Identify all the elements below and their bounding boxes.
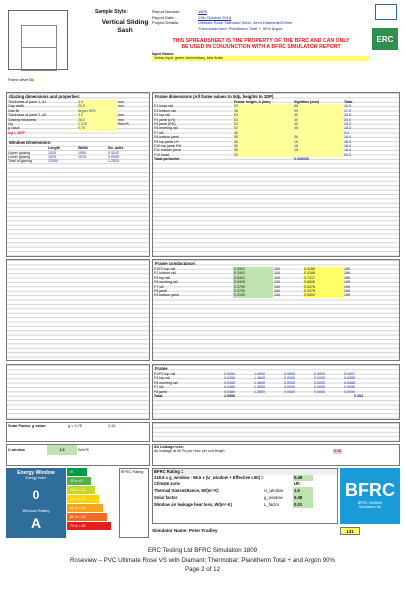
table-cell: 18.0: [344, 135, 351, 140]
table-cell: 52.0: [344, 152, 351, 157]
table-cell: 0.0000: [284, 376, 295, 381]
table-cell: 23.0: [344, 121, 351, 126]
sf-label: Solar factor: [154, 495, 178, 500]
bfrc-sim-no: Simulation No: [358, 505, 382, 509]
table-cell: F10 top jamb RH: [154, 143, 182, 148]
table-cell: 0.0085: [344, 380, 355, 385]
table-cell: F8 jamb: [154, 288, 167, 293]
table-cell: F6 meeting rail: [154, 126, 178, 131]
eu-flag-icon: [375, 4, 397, 20]
table-cell: 1010: [78, 154, 86, 159]
table-cell: Thickness of pane 2, d2: [8, 113, 47, 118]
table-cell: F1 head rail: [154, 104, 173, 109]
footer-line1: ERC Testing Ltd BFRC Simulation 1809: [147, 547, 258, 554]
erc-logo: ERC: [372, 28, 398, 50]
table-cell: 0.0097: [344, 372, 355, 376]
table-cell: 0.4378: [303, 285, 343, 289]
al-sym: L_factor: [264, 502, 280, 507]
fd-col-total: Total: [344, 100, 353, 104]
report-header: [152, 9, 370, 31]
table-cell: 1.4600: [254, 376, 265, 381]
table-cell: g value: [8, 126, 20, 131]
table-cell: 0.75: [77, 126, 117, 130]
table-cell: F7 sill: [154, 130, 164, 135]
table-cell: 63: [233, 122, 293, 126]
table-cell: Upper glazing: [8, 150, 31, 155]
simulator-label: Simulator Name:: [152, 528, 188, 533]
table-cell: Thickness of pane 1, d1: [8, 100, 47, 104]
table-cell: F9 bottom jamb: [154, 293, 179, 298]
table-cell: 68: [293, 104, 343, 108]
bfrc-calc-line1: 218.6 x g_window - 68.5 x (U_window + Effective L50) =: [154, 475, 264, 480]
table-cell: 56: [233, 140, 293, 144]
table-cell: Argon 90%: [77, 109, 117, 113]
table-cell: 0.0000: [284, 380, 295, 385]
table-cell: 0.0000: [314, 385, 325, 390]
table-cell: mm: [118, 113, 124, 118]
table-cell: 100: [274, 267, 280, 271]
table-cell: F7 sill: [154, 284, 164, 289]
input-values-note: Yellow input, green intermediary, blue finals: [152, 56, 370, 61]
ug-formula: Ug = 2D/P: [8, 130, 25, 135]
table-cell: 0.0: [344, 130, 349, 135]
energy-rating-bar: >0: [67, 468, 87, 476]
table-cell: 23.0: [344, 113, 351, 118]
table-cell: 199: [344, 284, 350, 289]
energy-rating-bars: [67, 468, 117, 538]
bfrc-calc-value1: 0.49: [293, 475, 313, 481]
table-cell: 0.6401: [233, 276, 273, 280]
table-cell: 100: [274, 271, 280, 276]
table-cell: 63: [233, 113, 293, 117]
window-rating-value: A: [30, 515, 42, 531]
fd-total-label: Total perimeter: [154, 157, 180, 162]
table-cell: 23.0: [344, 117, 351, 122]
table-cell: 0.4166: [303, 271, 343, 275]
table-cell: 0.0000: [314, 380, 325, 385]
energy-rating-bar: -50 to <-40: [67, 513, 107, 521]
warning-line1: THIS SPREADSHEET IS THE PROPERTY OF THE BFRC AND CAN ONLY: [172, 38, 350, 44]
table-cell: 33: [293, 109, 343, 113]
fd-total-value: 0.000000: [294, 157, 309, 162]
table-cell: 0.4378: [303, 289, 343, 293]
table-cell: 1.3500: [254, 385, 265, 390]
wd-col-units: No. units: [108, 146, 124, 151]
al-value: 0.01: [293, 501, 313, 508]
energy-rating-bar: -30 to <-20: [67, 495, 99, 503]
frame-offset-label: Frame offset: [8, 78, 29, 82]
al-label: Window air leakage heat loss, W/(m²·K): [154, 502, 232, 507]
energy-rating-bar: -20 to <-10: [67, 486, 95, 494]
table-cell: 0.4150: [233, 293, 273, 297]
table-cell: 0.0000: [284, 385, 295, 390]
table-cell: F6 meeting rail: [154, 280, 178, 285]
input-values-label: Input Values:: [152, 52, 175, 56]
frame-uw-title: Frame: [155, 366, 168, 371]
table-cell: Glazing thickness: [8, 117, 37, 122]
table-cell: F12 head: [154, 152, 170, 157]
project-details-line2: Thermobar/4mm Planitherm Total +, 90% Argon: [198, 25, 283, 31]
table-cell: Ug: [8, 121, 13, 126]
table-cell: 100: [274, 275, 280, 280]
table-cell: 199: [344, 293, 350, 298]
table-cell: 18.0: [344, 139, 351, 144]
table-cell: 1.4000: [254, 372, 265, 376]
table-cell: Gap width: [8, 104, 25, 109]
footer-page: Page 2 of 12: [184, 566, 221, 573]
table-cell: 28.0: [77, 118, 117, 122]
project-details-line1: Ultimate Rose Standard Steel, 4mm Diamante/20mm: [198, 20, 293, 26]
energy-title: Energy Window: [17, 470, 55, 476]
table-cell: 100: [274, 284, 280, 289]
table-cell: mm: [118, 104, 124, 109]
energy-rating-bar: -70 to <-50: [67, 522, 111, 530]
energy-rating-bar: -10 to <0: [67, 477, 91, 485]
energy-window-label: [6, 468, 66, 538]
table-cell: 0.0480: [224, 389, 235, 394]
table-cell: 0.6806: [303, 280, 343, 284]
table-cell: F2 bottom rail: [154, 271, 176, 276]
frame-offset-row: [8, 78, 98, 82]
window-sketch: [8, 10, 68, 70]
table-cell: 1.4600: [254, 380, 265, 385]
table-cell: 0.0000: [303, 293, 343, 297]
air-text: Air leakage at 50 Pa per hour per unit length: [154, 449, 225, 454]
table-cell: 199: [344, 288, 350, 293]
table-cell: 18.0: [344, 143, 351, 148]
tt-value: 1.5: [293, 487, 313, 494]
table-cell: 17.0: [344, 108, 351, 113]
table-cell: 40: [293, 113, 343, 117]
frame-dims-title: Frame dimensions (All frame values to 0dp, heights to 1DP): [155, 94, 274, 99]
table-row: [7, 126, 149, 130]
uw-total-e: 0.284: [354, 393, 363, 398]
table-cell: 0.0090: [344, 389, 355, 394]
frame-dimensions-panel: [152, 92, 400, 257]
solar-label: Solar Factor, g value:: [8, 424, 47, 428]
project-details-label: Project Details:: [152, 20, 179, 26]
table-cell: 52: [233, 153, 293, 157]
table-cell: Total of glazing: [8, 159, 32, 164]
table-cell: 0.0000: [314, 376, 325, 381]
table-cell: 1025: [48, 150, 56, 155]
u-window-label: U window: [8, 448, 25, 452]
air-label: Air Leakage loss:: [154, 445, 184, 449]
table-cell: [117, 126, 147, 130]
simulator-badge: 131: [340, 527, 360, 535]
table-cell: 0.0000: [314, 372, 325, 376]
sf-sym: g_window: [264, 495, 283, 500]
table-cell: 0.7417: [303, 276, 343, 280]
table-cell: 0.4166: [303, 267, 343, 271]
table-cell: 0.0000: [284, 389, 295, 394]
table-cell: 199: [344, 271, 350, 276]
fd-col-height: Frame height, b (mm): [234, 100, 271, 104]
sf-value: 0.48: [293, 494, 313, 501]
window-rating-label: Window Rating: [22, 508, 50, 513]
air-value: 0.16: [334, 449, 341, 454]
table-cell: 36: [293, 135, 343, 139]
table-cell: 0.5242: [108, 150, 119, 155]
property-warning: [152, 38, 370, 50]
uw-total-a: 1.0000: [224, 393, 235, 398]
table-cell: 0.0085: [344, 376, 355, 381]
table-cell: mm: [118, 117, 124, 122]
u-window-unit: W/m²K: [78, 448, 89, 452]
energy-index-value: 0: [32, 488, 40, 502]
table-cell: 1.3500: [254, 389, 265, 394]
table-cell: 16: [293, 140, 343, 144]
table-cell: 56: [233, 135, 293, 139]
table-cell: 18: [293, 148, 343, 152]
table-cell: F6 meeting rail: [154, 380, 178, 385]
u-window-panel: [6, 444, 150, 466]
energy-rating-bar: -40 to <-30: [67, 504, 103, 512]
bfrc-certified: BFRC Certified: [357, 501, 383, 505]
table-cell: 0.3441: [233, 271, 273, 275]
footer-line2: Roseview – PVC Ultimate Rose VS with Diamant; Thermobar; Planitherm Total + and Argon 90%: [69, 556, 336, 564]
table-row: [7, 159, 149, 163]
bfrc-rating-head-text: BFRC Rating: [121, 470, 144, 474]
report-date-label: Report Date:: [152, 14, 175, 20]
frame-uw-panel: [152, 364, 400, 420]
table-cell: 0.0450: [224, 380, 235, 385]
table-cell: 0.0000: [314, 389, 325, 394]
table-cell: 20.0: [77, 104, 117, 108]
table-cell: Gas fill: [8, 108, 19, 113]
input-values-legend: [152, 52, 370, 61]
climate-zone-label: Climate zone: [154, 481, 180, 486]
table-cell: F3 top rail: [154, 275, 170, 280]
air-leakage-panel: [152, 444, 400, 466]
table-cell: 40: [293, 122, 343, 126]
table-cell: F9 top jamb LH: [154, 139, 179, 144]
table-cell: F8 jamb: [154, 389, 167, 394]
solar-factor-panel: [6, 422, 150, 442]
climate-zone-value: UK: [294, 481, 301, 486]
table-cell: F1/F2 top rail: [154, 267, 176, 271]
solar-formula: g = 0.75: [68, 424, 82, 428]
table-cell: 100: [274, 288, 280, 293]
sample-style-label: Sample Style:: [95, 9, 128, 15]
table-cell: F3 top rail: [154, 113, 170, 118]
table-cell: 46: [233, 109, 293, 113]
table-cell: F8 bottom jamb: [154, 135, 179, 140]
simulator-name: Peter Fradley: [189, 528, 218, 533]
report-date: 12th October 2018: [198, 14, 232, 20]
window-sash-outline: [21, 25, 57, 71]
table-cell: 0.0000: [284, 372, 295, 376]
glazing-title: Glazing dimensions and properties:: [9, 94, 81, 99]
table-cell: 100: [274, 280, 280, 285]
frame-offset-value: No: [29, 78, 34, 82]
bfrc-calc-title: BFRC Rating =: [154, 469, 184, 474]
meeting-rail-line: [21, 47, 57, 48]
wd-col-length: Length: [48, 146, 60, 151]
table-cell: 0.0450: [224, 376, 235, 381]
table-cell: F2 bottom rail: [154, 108, 176, 113]
table-cell: 199: [344, 275, 350, 280]
frame-conductance-title: Frame conductance:: [155, 261, 196, 266]
table-cell: 18.0: [344, 148, 351, 153]
bfrc-logo: [340, 468, 400, 524]
bfrc-logo-text: BFRC: [345, 480, 395, 500]
warning-line2: BE USED IN CONJUNCTION WITH A BFRC SIMULATOR REPORT: [181, 44, 341, 50]
table-cell: F1/F2 top rail: [154, 372, 176, 376]
table-cell: 1025: [48, 154, 56, 159]
table-cell: 199: [344, 267, 350, 271]
table-cell: 100: [274, 293, 280, 298]
energy-index-label: Energy index: [25, 476, 47, 480]
table-cell: Lower glazing: [8, 154, 31, 159]
uw-total-label: Total: [154, 393, 163, 398]
fd-col-sightline: Sightline (mm): [294, 100, 319, 104]
table-cell: 4.0: [77, 113, 117, 117]
table-cell: 40: [293, 118, 343, 122]
table-cell: 0.0494: [224, 372, 235, 376]
page-footer: [0, 546, 405, 575]
table-cell: mm: [118, 100, 124, 104]
table-cell: 199: [344, 280, 350, 285]
wd-col-width: Width: [78, 146, 88, 151]
table-cell: 1.2525: [108, 159, 119, 164]
table-cell: 4.0: [77, 100, 117, 104]
bfrc-calculation-panel: [152, 468, 338, 524]
table-cell: 0.0090: [344, 385, 355, 390]
solar-value: 0.48: [108, 424, 116, 428]
tt-label: Thermal transmittance, W/(m²·K): [154, 488, 219, 493]
u-window-value: 1.5: [47, 445, 77, 455]
table-cell: 1.210: [77, 122, 117, 126]
table-cell: 0.3790: [233, 285, 273, 289]
table-cell: 56: [233, 144, 293, 148]
table-cell: F7 sill: [154, 385, 164, 390]
table-cell: 10.0: [344, 104, 351, 109]
table-cell: 18: [293, 144, 343, 148]
table-cell: F4 jamb (LH): [154, 117, 175, 122]
report-number-label: Report Number:: [152, 9, 181, 14]
solar-right-panel: [152, 422, 400, 442]
table-cell: W/m²K: [118, 121, 129, 126]
table-cell: 1050: [78, 150, 86, 155]
table-cell: 48: [293, 126, 343, 130]
simulator-name-row: [152, 528, 338, 533]
table-cell: 63: [233, 118, 293, 122]
table-cell: F3 top rail: [154, 376, 170, 381]
table-cell: 0.0480: [224, 385, 235, 390]
report-number: 1809: [198, 9, 207, 14]
uw-left-panel: [6, 364, 150, 420]
frame-conductance-left: [6, 259, 150, 361]
table-cell: 53: [233, 104, 293, 108]
table-cell: 56: [233, 148, 293, 152]
table-cell: 18.0: [344, 126, 351, 131]
table-cell: F11 bottom jamb: [154, 148, 181, 153]
table-cell: 46: [233, 131, 293, 135]
table-cell: 12500: [48, 159, 58, 164]
bfrc-rating-head: [119, 468, 149, 538]
frame-conductance-panel: [152, 259, 400, 361]
tt-sym: U_window: [264, 488, 284, 493]
table-cell: 0.0000: [108, 154, 119, 159]
window-dims-title: Window Dimensions:: [9, 140, 52, 146]
glazing-properties-panel: [6, 92, 150, 257]
table-cell: 0.6426: [233, 280, 273, 284]
table-cell: 0.3790: [233, 289, 273, 293]
sample-style-value: Vertical Sliding Sash: [101, 19, 149, 34]
table-cell: 52: [233, 126, 293, 130]
table-row: [153, 293, 399, 297]
table-cell: F5 jamb (RH): [154, 121, 176, 126]
table-cell: 0.3441: [233, 267, 273, 271]
table-cell: [77, 159, 107, 163]
